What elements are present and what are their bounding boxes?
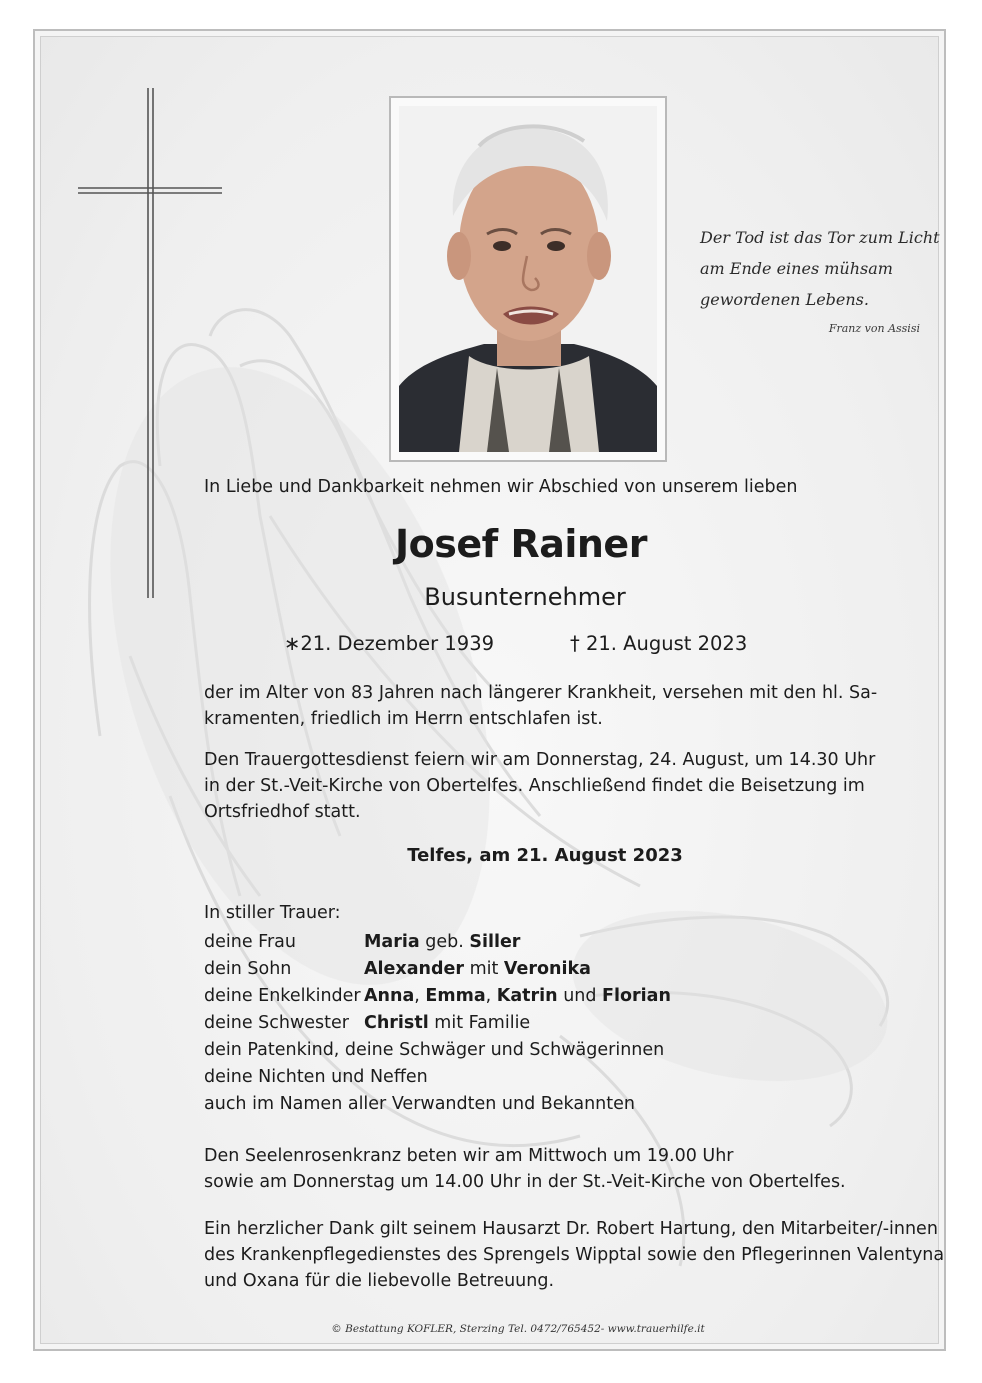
mourner-connector: mit Familie	[428, 1013, 531, 1033]
birth-date: ∗21. Dezember 1939	[284, 632, 495, 655]
mourner-row	[204, 932, 520, 959]
quote-line: gewordenen Lebens.	[700, 290, 869, 309]
mourner-name: Anna	[364, 986, 415, 1006]
paragraph-line: Den Trauergottesdienst feiern wir am Donnerstag, 24. August, um 14.30 Uhr	[204, 750, 876, 770]
mourner-row	[204, 1013, 530, 1040]
paragraph-rosary	[204, 1143, 894, 1195]
mourner-name: Siller	[469, 932, 521, 952]
mourners-heading: In stiller Trauer:	[204, 903, 341, 923]
quote-line: Der Tod ist das Tor zum Licht	[700, 228, 940, 247]
mourner-connector: und	[557, 986, 603, 1006]
paragraph-line: sowie am Donnerstag um 14.00 Uhr in der St.-Veit-Kirche von Obertelfes.	[204, 1172, 846, 1192]
paragraph-line: der im Alter von 83 Jahren nach längerer Krankheit, versehen mit den hl. Sa-	[204, 683, 878, 703]
paragraph-line: Ortsfriedhof statt.	[204, 802, 361, 822]
paragraph-line: und Oxana für die liebevolle Betreuung.	[204, 1271, 555, 1291]
mourner-relation: deine Enkelkinder	[204, 986, 361, 1006]
mourner-connector: mit	[464, 959, 504, 979]
mourner-connector: ,	[485, 986, 497, 1006]
mourner-relation: dein Sohn	[204, 959, 292, 979]
mourner-row	[204, 959, 591, 986]
place-date: Telfes, am 21. August 2023	[407, 845, 683, 866]
paragraph-thanks	[204, 1216, 945, 1294]
mourner-name: Alexander	[364, 959, 464, 979]
mourner-name: Katrin	[496, 986, 558, 1006]
mourner-line: auch im Namen aller Verwandten und Bekannten	[204, 1094, 635, 1114]
mourner-name: Maria	[364, 932, 420, 952]
paragraph-line: des Krankenpflegedienstes des Sprengels Wipptal sowie den Pflegerinnen Valentyna	[204, 1245, 945, 1265]
mourner-row	[204, 986, 671, 1013]
mourner-connector: ,	[414, 986, 426, 1006]
mourner-relation: deine Schwester	[204, 1013, 349, 1033]
mourner-connector: geb.	[419, 932, 470, 952]
paragraph-line: in der St.-Veit-Kirche von Obertelfes. Anschließend findet die Beisetzung im	[204, 776, 865, 796]
paragraph-funeral	[204, 747, 894, 825]
mourner-name: Florian	[602, 986, 671, 1006]
mourner-name: Emma	[425, 986, 486, 1006]
death-date: † 21. August 2023	[570, 632, 748, 655]
paragraph-line: Ein herzlicher Dank gilt seinem Hausarzt Dr. Robert Hartung, den Mitarbeiter/-innen	[204, 1219, 938, 1239]
mourner-relation: deine Frau	[204, 932, 296, 952]
quote-line: am Ende eines mühsam	[700, 259, 893, 278]
mourner-name: Christl	[364, 1013, 429, 1033]
mourner-line: dein Patenkind, deine Schwäger und Schwägerinnen	[204, 1040, 665, 1060]
quote-block	[700, 222, 940, 315]
footer-credit: © Bestattung KOFLER, Sterzing Tel. 0472/765452- www.trauerhilfe.it	[331, 1323, 705, 1335]
intro-text: In Liebe und Dankbarkeit nehmen wir Abschied von unserem lieben	[204, 477, 798, 497]
paragraph-death	[204, 680, 894, 732]
paragraph-line: Den Seelenrosenkranz beten wir am Mittwoch um 19.00 Uhr	[204, 1146, 734, 1166]
deceased-name: Josef Rainer	[395, 522, 647, 566]
mourner-line: deine Nichten und Neffen	[204, 1067, 428, 1087]
deceased-profession: Busunternehmer	[424, 583, 626, 611]
quote-author: Franz von Assisi	[828, 322, 920, 335]
portrait-photo	[399, 106, 657, 452]
paragraph-line: kramenten, friedlich im Herrn entschlafen ist.	[204, 709, 603, 729]
mourner-name: Veronika	[503, 959, 591, 979]
